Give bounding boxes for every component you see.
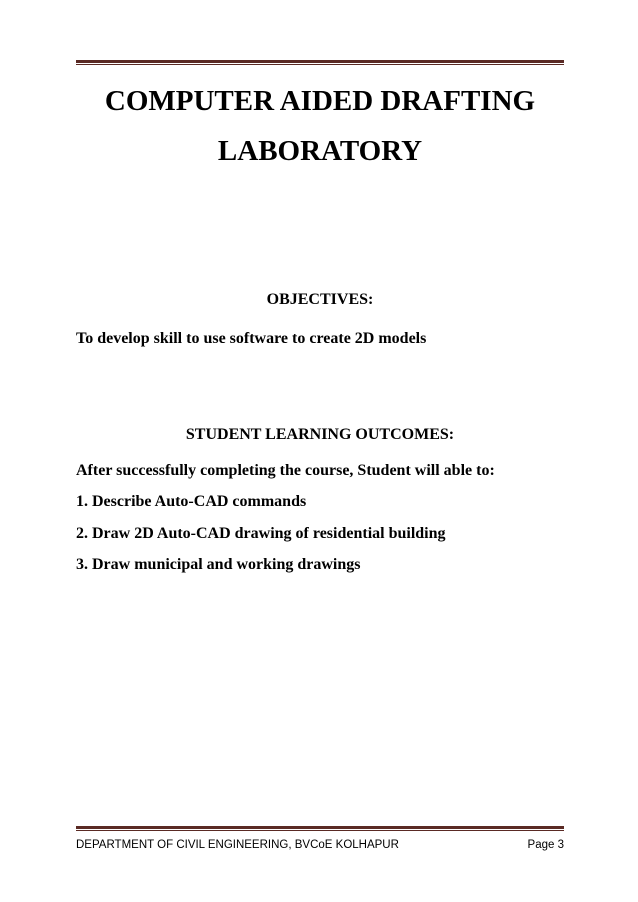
objectives-heading: OBJECTIVES: xyxy=(266,291,374,308)
footer-page-number: Page 3 xyxy=(527,839,564,851)
outcome-item-3: 3. Draw municipal and working drawings xyxy=(76,556,361,573)
outcome-item-1: 1. Describe Auto-CAD commands xyxy=(76,493,307,510)
footer-rule xyxy=(76,826,564,831)
objectives-text: To develop skill to use software to create 2D models xyxy=(76,330,427,347)
footer-department: DEPARTMENT OF CIVIL ENGINEERING, BVCoE KOLHAPUR xyxy=(76,839,399,851)
header-rule xyxy=(76,60,564,65)
outcomes-heading: STUDENT LEARNING OUTCOMES: xyxy=(185,426,455,443)
outcome-item-2: 2. Draw 2D Auto-CAD drawing of residential building xyxy=(76,525,446,542)
page-title-line-1: COMPUTER AIDED DRAFTING xyxy=(104,85,536,117)
outcomes-intro: After successfully completing the course, Student will able to: xyxy=(76,462,495,479)
page-title-line-2: LABORATORY xyxy=(217,135,423,167)
page-footer xyxy=(76,840,564,852)
